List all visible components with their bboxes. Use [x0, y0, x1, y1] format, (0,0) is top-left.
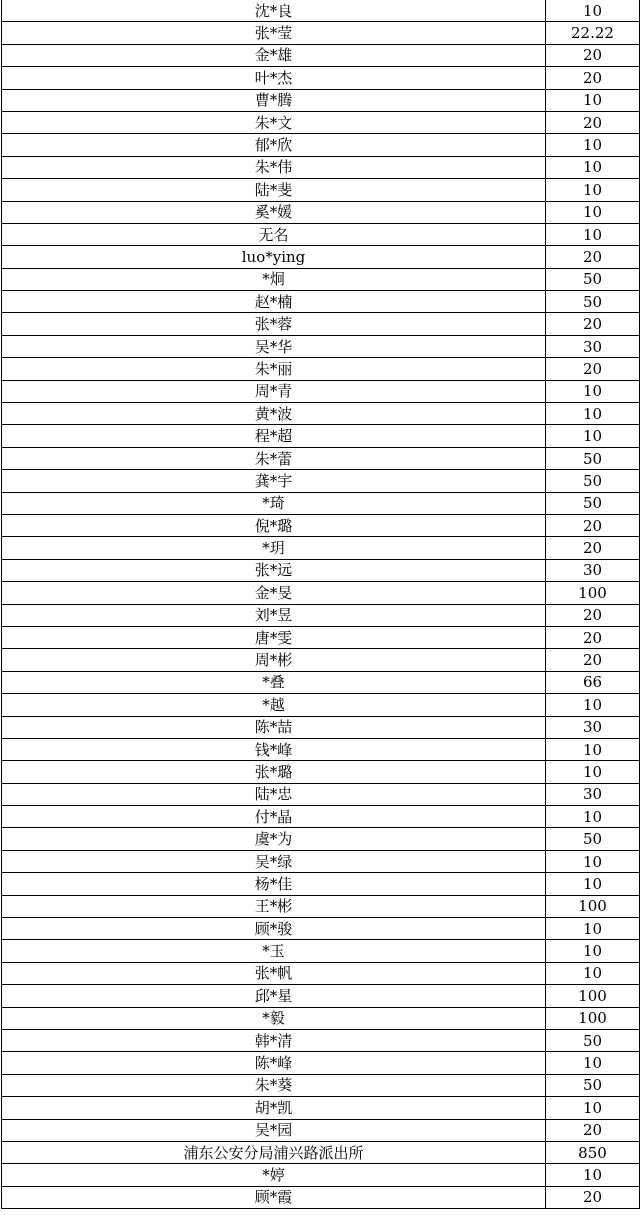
donor-name-cell: 王*彬: [2, 895, 546, 917]
table-row: [2, 1029, 640, 1051]
donor-name-cell: 陈*峰: [2, 1052, 546, 1074]
donation-amount-cell: 10: [546, 850, 640, 872]
donor-name-cell: 黄*波: [2, 403, 546, 425]
donation-amount-cell: 100: [546, 895, 640, 917]
table-row: [2, 1097, 640, 1119]
donation-amount-cell: 20: [546, 1119, 640, 1141]
donation-amount-cell: 10: [546, 761, 640, 783]
table-row: [2, 985, 640, 1007]
donation-amount-cell: 20: [546, 313, 640, 335]
donation-amount-cell: 50: [546, 447, 640, 469]
table-row: [2, 492, 640, 514]
donation-amount-cell: 50: [546, 1074, 640, 1096]
table-row: [2, 694, 640, 716]
donation-amount-cell: 850: [546, 1141, 640, 1163]
table-row: [2, 470, 640, 492]
donation-amount-cell: 20: [546, 358, 640, 380]
donation-amount-cell: 10: [546, 201, 640, 223]
donor-name-cell: 虞*为: [2, 828, 546, 850]
table-row: [2, 1007, 640, 1029]
table-row: [2, 44, 640, 66]
donor-name-cell: 邱*星: [2, 985, 546, 1007]
donor-name-cell: 沈*良: [2, 0, 546, 22]
donation-amount-cell: 30: [546, 335, 640, 357]
donor-name-cell: 朱*伟: [2, 156, 546, 178]
donation-amount-cell: 10: [546, 403, 640, 425]
donor-name-cell: 龚*宇: [2, 470, 546, 492]
table-row: [2, 179, 640, 201]
donation-amount-cell: 66: [546, 671, 640, 693]
donor-name-cell: 张*远: [2, 559, 546, 581]
donation-amount-cell: 20: [546, 111, 640, 133]
donation-amount-cell: 50: [546, 291, 640, 313]
donor-name-cell: 张*莹: [2, 22, 546, 44]
donation-table: [1, 0, 640, 1209]
table-row: [2, 1164, 640, 1186]
donation-amount-cell: 10: [546, 694, 640, 716]
donor-name-cell: *毅: [2, 1007, 546, 1029]
donation-amount-cell: 22.22: [546, 22, 640, 44]
table-row: [2, 156, 640, 178]
donation-amount-cell: 20: [546, 514, 640, 536]
donor-name-cell: 张*璐: [2, 761, 546, 783]
donor-name-cell: 吴*绿: [2, 850, 546, 872]
table-row: [2, 246, 640, 268]
donation-amount-cell: 10: [546, 134, 640, 156]
donation-amount-cell: 30: [546, 716, 640, 738]
donor-name-cell: 吴*园: [2, 1119, 546, 1141]
donor-name-cell: 付*晶: [2, 806, 546, 828]
donor-name-cell: 周*彬: [2, 649, 546, 671]
table-row: [2, 671, 640, 693]
donation-amount-cell: 50: [546, 470, 640, 492]
donor-name-cell: 陆*忠: [2, 783, 546, 805]
table-row: [2, 626, 640, 648]
donor-name-cell: 张*帆: [2, 962, 546, 984]
table-row: [2, 850, 640, 872]
table-row: [2, 358, 640, 380]
donor-name-cell: 朱*蕾: [2, 447, 546, 469]
donation-amount-cell: 20: [546, 649, 640, 671]
donation-table-body: [2, 0, 640, 1209]
donation-amount-cell: 10: [546, 223, 640, 245]
table-row: [2, 380, 640, 402]
donation-amount-cell: 20: [546, 246, 640, 268]
table-row: [2, 828, 640, 850]
table-row: [2, 761, 640, 783]
donor-name-cell: 郁*欣: [2, 134, 546, 156]
donor-name-cell: *越: [2, 694, 546, 716]
table-row: [2, 537, 640, 559]
table-row: [2, 1186, 640, 1208]
table-row: [2, 447, 640, 469]
donation-amount-cell: 10: [546, 918, 640, 940]
table-row: [2, 806, 640, 828]
donor-name-cell: 程*超: [2, 425, 546, 447]
donation-amount-cell: 20: [546, 44, 640, 66]
donation-amount-cell: 50: [546, 492, 640, 514]
table-row: [2, 1119, 640, 1141]
donation-amount-cell: 50: [546, 828, 640, 850]
donor-name-cell: 朱*文: [2, 111, 546, 133]
donor-name-cell: 吴*华: [2, 335, 546, 357]
table-row: [2, 89, 640, 111]
donation-amount-cell: 100: [546, 985, 640, 1007]
donor-name-cell: 无名: [2, 223, 546, 245]
donation-amount-cell: 10: [546, 962, 640, 984]
table-row: [2, 962, 640, 984]
donor-name-cell: 赵*楠: [2, 291, 546, 313]
donor-name-cell: 顾*霞: [2, 1186, 546, 1208]
donor-name-cell: *琦: [2, 492, 546, 514]
table-row: [2, 201, 640, 223]
donor-name-cell: 浦东公安分局浦兴路派出所: [2, 1141, 546, 1163]
donation-amount-cell: 10: [546, 156, 640, 178]
donor-name-cell: 金*雄: [2, 44, 546, 66]
donation-amount-cell: 100: [546, 1007, 640, 1029]
donation-amount-cell: 50: [546, 1029, 640, 1051]
donor-name-cell: *玥: [2, 537, 546, 559]
donor-name-cell: 胡*凯: [2, 1097, 546, 1119]
donation-amount-cell: 10: [546, 873, 640, 895]
table-row: [2, 313, 640, 335]
donor-name-cell: 曹*腾: [2, 89, 546, 111]
donor-name-cell: *炯: [2, 268, 546, 290]
table-row: [2, 268, 640, 290]
donor-name-cell: *婷: [2, 1164, 546, 1186]
table-row: [2, 1052, 640, 1074]
table-row: [2, 604, 640, 626]
donation-amount-cell: 10: [546, 380, 640, 402]
table-row: [2, 111, 640, 133]
table-row: [2, 0, 640, 22]
table-row: [2, 582, 640, 604]
table-row: [2, 1141, 640, 1163]
table-row: [2, 716, 640, 738]
donor-name-cell: 杨*佳: [2, 873, 546, 895]
donor-name-cell: 唐*雯: [2, 626, 546, 648]
donor-name-cell: *叠: [2, 671, 546, 693]
table-row: [2, 873, 640, 895]
donor-name-cell: 顾*骏: [2, 918, 546, 940]
table-row: [2, 649, 640, 671]
donation-amount-cell: 100: [546, 582, 640, 604]
table-row: [2, 514, 640, 536]
table-row: [2, 134, 640, 156]
table-row: [2, 67, 640, 89]
donation-amount-cell: 20: [546, 626, 640, 648]
donation-amount-cell: 30: [546, 559, 640, 581]
table-row: [2, 291, 640, 313]
donor-name-cell: *玉: [2, 940, 546, 962]
donor-name-cell: 朱*丽: [2, 358, 546, 380]
donor-name-cell: 金*旻: [2, 582, 546, 604]
donation-amount-cell: 30: [546, 783, 640, 805]
donor-name-cell: 倪*璐: [2, 514, 546, 536]
donation-amount-cell: 20: [546, 1186, 640, 1208]
table-row: [2, 738, 640, 760]
donation-amount-cell: 10: [546, 425, 640, 447]
donation-amount-cell: 50: [546, 268, 640, 290]
donor-name-cell: 钱*峰: [2, 738, 546, 760]
table-row: [2, 1074, 640, 1096]
table-row: [2, 940, 640, 962]
donor-name-cell: 刘*昱: [2, 604, 546, 626]
donation-amount-cell: 20: [546, 604, 640, 626]
donation-amount-cell: 10: [546, 1164, 640, 1186]
donation-amount-cell: 20: [546, 537, 640, 559]
donor-name-cell: 张*蓉: [2, 313, 546, 335]
table-row: [2, 895, 640, 917]
table-row: [2, 403, 640, 425]
table-row: [2, 559, 640, 581]
table-row: [2, 425, 640, 447]
table-row: [2, 783, 640, 805]
donor-name-cell: luo*ying: [2, 246, 546, 268]
donation-amount-cell: 10: [546, 1052, 640, 1074]
table-row: [2, 918, 640, 940]
donation-amount-cell: 10: [546, 0, 640, 22]
donation-amount-cell: 10: [546, 179, 640, 201]
donation-amount-cell: 10: [546, 738, 640, 760]
table-row: [2, 223, 640, 245]
donor-name-cell: 奚*媛: [2, 201, 546, 223]
donor-name-cell: 韩*清: [2, 1029, 546, 1051]
donation-amount-cell: 20: [546, 67, 640, 89]
donor-name-cell: 陈*喆: [2, 716, 546, 738]
donation-amount-cell: 10: [546, 1097, 640, 1119]
donation-amount-cell: 10: [546, 806, 640, 828]
donor-name-cell: 叶*杰: [2, 67, 546, 89]
table-row: [2, 335, 640, 357]
donation-amount-cell: 10: [546, 89, 640, 111]
donor-name-cell: 周*青: [2, 380, 546, 402]
donor-name-cell: 陆*斐: [2, 179, 546, 201]
donation-amount-cell: 10: [546, 940, 640, 962]
table-row: [2, 22, 640, 44]
donor-name-cell: 朱*葵: [2, 1074, 546, 1096]
